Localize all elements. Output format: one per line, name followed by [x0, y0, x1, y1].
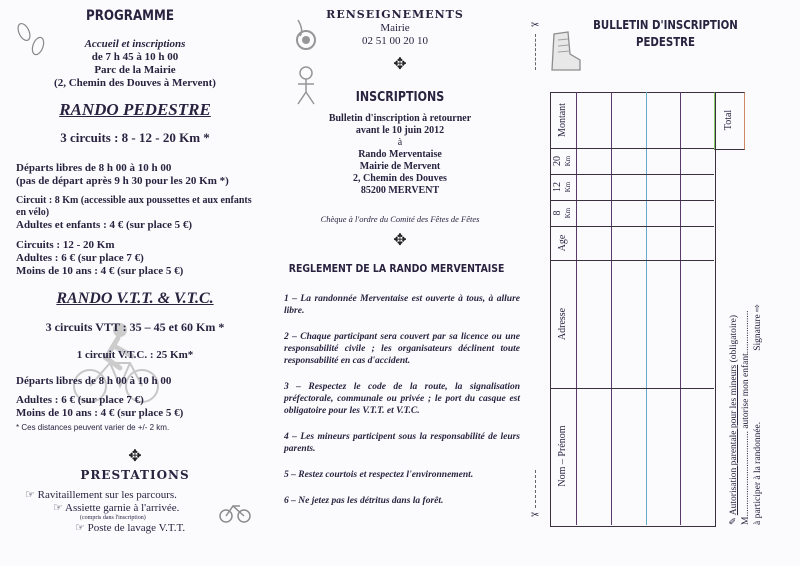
bulletin-title-line: BULLETIN D'INSCRIPTION [593, 18, 738, 32]
parental-authorization [728, 290, 764, 525]
bulletin-title-line: PEDESTRE [635, 35, 695, 49]
inscriptions-info [300, 113, 500, 197]
km-value: 8 [552, 210, 563, 216]
pedestre-child-price: Moins de 10 ans : 4 € (sur place 5 €) [16, 265, 184, 277]
cut-line [535, 470, 536, 508]
rule-item: 2 – Chaque participant sera couvert par sa licence ou une responsabilité civile ; les organisateurs déclinent toute responsabilité en cas d'accident. [284, 332, 520, 366]
total-label: Total [723, 109, 734, 131]
auth-line[interactable]: M.................................... autorise mon enfant.................. [741, 310, 751, 525]
vtt-circuits: 3 circuits VTT : 35 – 45 et 60 Km * [45, 320, 225, 334]
programme-info [40, 38, 230, 90]
prestations-list [25, 489, 215, 535]
rando-pedestre-title: RANDO PEDESTRE [59, 100, 211, 119]
reglement-title: REGLEMENT DE LA RANDO MERVENTAISE [288, 262, 505, 275]
pedestre-circuits: 3 circuits : 8 - 12 - 20 Km * [60, 130, 210, 145]
pedestre-circuits-long: Circuits : 12 - 20 Km [16, 239, 115, 251]
accueil-place: Parc de la Mairie [94, 64, 176, 76]
pedestre-departs-note: (pas de départ après 9 h 30 pour les 20 Km *) [16, 175, 229, 187]
prestation-note: (compris dans l'inscription) [80, 515, 146, 521]
scissors-icon: ✂ [531, 510, 540, 521]
fleuron-icon: ✥ [393, 56, 407, 73]
cheque-note: Chèque à l'ordre du Comité des Fêtes de Fêtes [320, 214, 480, 224]
auth-title-text: Autorisation parentale pour les mineurs [729, 364, 739, 516]
auth-last-line [752, 290, 764, 525]
col-adresse: Adresse [557, 307, 568, 341]
vtt-distance-note: * Ces distances peuvent varier de +/- 2 km. [16, 423, 170, 432]
prestation-text: Ravitaillement sur les parcours. [37, 489, 177, 501]
rule-item: 6 – Ne jetez pas les détritus dans la forêt. [284, 496, 444, 506]
renseignements-place: Mairie [380, 22, 410, 34]
col-12km [553, 174, 573, 200]
km-unit: Km [564, 207, 572, 219]
col-8km [553, 200, 573, 226]
km-unit: Km [564, 181, 572, 193]
bike-wash-icon [218, 494, 252, 524]
hiker-cartoon-icon [290, 66, 322, 106]
inscriptions-title: INSCRIPTIONS [355, 90, 445, 105]
col-nom-prenom: Nom – Prénom [557, 425, 568, 487]
pedestre-adult-price: Adultes : 6 € (sur place 7 €) [16, 252, 144, 264]
inscriptions-line: Rando Merventaise [358, 149, 442, 160]
rule-item: 5 – Restez courtois et respectez l'environnement. [284, 470, 474, 480]
renseignements-title: RENSEIGNEMENTS [326, 8, 464, 21]
prestation-item: ☞ Ravitaillement sur les parcours. [25, 489, 177, 501]
vtt-details [16, 375, 261, 433]
pedestre-circuit8: Circuit : 8 Km (accessible aux poussettes et aux enfants en vélo) [16, 195, 252, 218]
prestation-text: Poste de lavage V.T.T. [87, 522, 186, 534]
accueil-address: (2, Chemin des Douves à Mervent) [54, 77, 216, 89]
cartoon-figure-icon [290, 16, 322, 52]
inscriptions-line: à [397, 137, 403, 148]
cut-line [535, 34, 536, 70]
inscriptions-line: 2, Chemin des Douves [353, 173, 447, 184]
km-unit: Km [564, 155, 572, 167]
rule-item: 3 – Respectez le code de la route, la signalisation préfectorale, communale ou privée ; le port du casque est obligatoire pour les V.T.T. et V.T.C. [284, 382, 520, 416]
inscriptions-line: 85200 MERVENT [360, 185, 440, 196]
col-age: Age [557, 234, 568, 252]
pedestre-departs: Départs libres de 8 h 00 à 10 h 00 [16, 162, 172, 174]
km-value: 20 [552, 156, 563, 166]
auth-required: (obligatoire) [729, 314, 739, 363]
vtc-circuit: 1 circuit V.T.C. : 25 Km* [76, 349, 194, 361]
vtt-adult-price: Adultes : 6 € (sur place 7 €) [16, 394, 144, 406]
inscriptions-line: Mairie de Mervent [359, 161, 441, 172]
renseignements-info [335, 22, 455, 48]
km-value: 12 [552, 182, 563, 192]
auth-line2: à participer à la randonnée. [753, 421, 763, 525]
vtt-departs: Départs libres de 8 h 00 à 10 h 00 [16, 375, 172, 387]
fleuron-icon: ✥ [393, 232, 407, 249]
pedestre-details [16, 162, 261, 278]
rule-item: 1 – La randonnée Merventaise est ouverte à tous, à allure libre. [284, 294, 520, 316]
auth-title: ✎ Autorisation parentale pour les mineurs (obligatoire) [729, 314, 739, 525]
boot-icon [548, 30, 582, 74]
accueil-hours: de 7 h 45 à 10 h 00 [91, 51, 179, 63]
renseignements-phone: 02 51 00 20 10 [362, 35, 428, 47]
bulletin-title [591, 17, 740, 51]
rule-item: 4 – Les mineurs participent sous la responsabilité de leurs parents. [284, 432, 520, 454]
prestations-title: PRESTATIONS [80, 468, 190, 482]
col-20km [553, 148, 573, 174]
vtt-child-price: Moins de 10 ans : 4 € (sur place 5 €) [16, 407, 184, 419]
prestation-item: ☞ Assiette garnie à l'arrivée. [53, 502, 180, 514]
signature-label[interactable]: Signature ⇨ [753, 304, 763, 351]
reglement-rules [284, 293, 520, 521]
prestation-item: ☞ Poste de lavage V.T.T. [75, 522, 186, 534]
accueil-label: Accueil et inscriptions [84, 38, 186, 50]
fleuron-icon: ✥ [128, 448, 142, 465]
col-montant: Montant [557, 103, 568, 137]
inscriptions-line: Bulletin d'inscription à retourner [328, 113, 472, 124]
prestation-text: Assiette garnie à l'arrivée. [65, 502, 180, 514]
programme-title: PROGRAMME [86, 8, 174, 24]
scissors-icon: ✂ [531, 20, 540, 31]
pedestre-circuit8-price: Adultes et enfants : 4 € (sur place 5 €) [16, 219, 193, 231]
rando-vtt-title: RANDO V.T.T. & V.T.C. [56, 290, 214, 307]
inscriptions-deadline: avant le 10 juin 2012 [355, 125, 445, 136]
